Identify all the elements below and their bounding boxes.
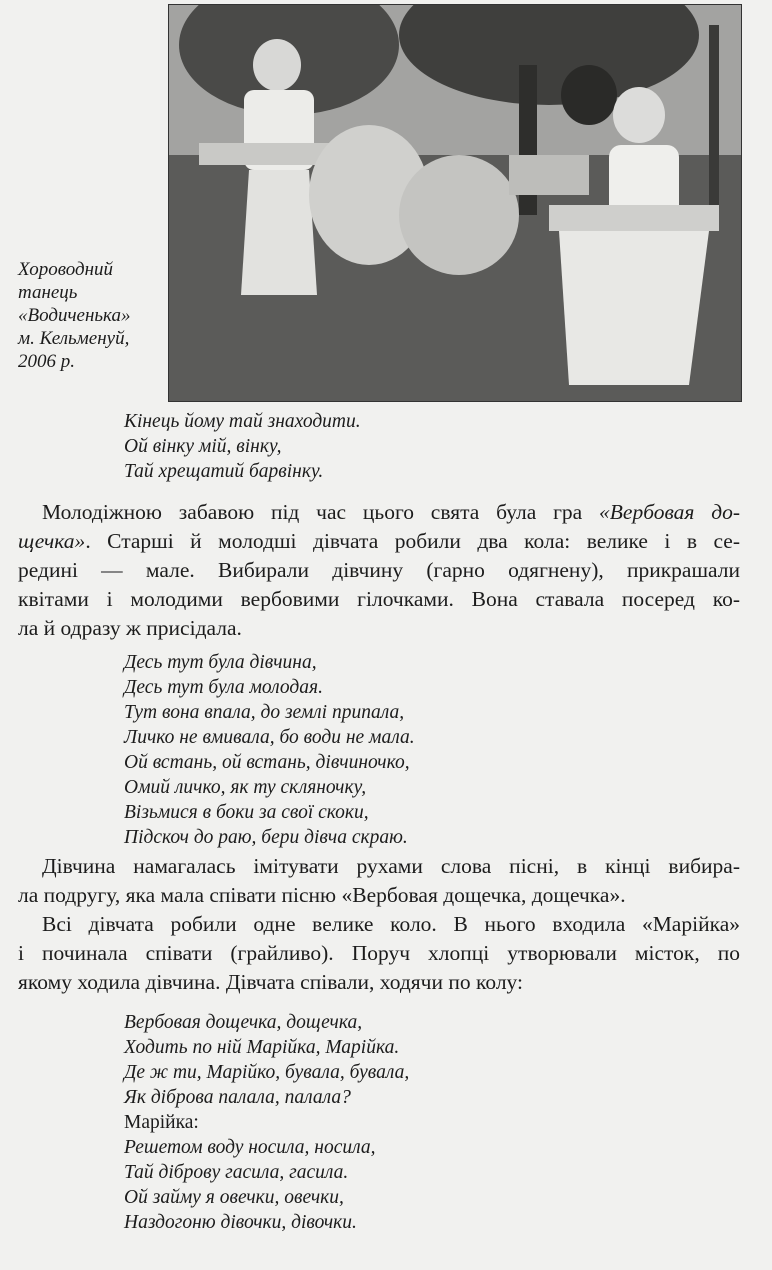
paragraph-2 [18,852,740,910]
para-line [18,498,740,527]
para-line: Дівчина намагалась імітувати рухами слова пісні, в кінці вибира- [42,854,740,878]
photo-caption [18,258,163,373]
photo-round-dance [168,4,742,402]
text-run: Молодіжною забавою під час цього свята була гра [42,500,600,524]
verse-line: Решетом воду носила, носила, [124,1137,376,1158]
paragraph-3 [18,910,740,997]
para-line: якому ходила дівчина. Дівчата співали, ходячи по колу: [18,970,523,994]
verse-line: Омий личко, як ту скляночку, [124,777,367,798]
paragraph-1 [18,498,740,643]
verse-line: Як діброва палала, палала? [124,1087,351,1108]
para-line: редині — мале. Вибирали дівчину (гарно одягнену), прикрашали [18,558,740,582]
verse-line: Ой встань, ой встань, дівчиночко, [124,752,410,773]
verse-1 [124,409,361,484]
verse-line: Ой вінку мій, вінку, [124,436,282,457]
verse-line: Підскоч до раю, бери дівча скраю. [124,827,408,848]
verse-line: Кінець йому тай знаходити. [124,411,361,432]
verse-line: Тут вона впала, до землі припала, [124,702,405,723]
verse-line: Вербовая дощечка, дощечка, [124,1012,363,1033]
caption-line: м. Кельменуй, [18,328,130,349]
para-line [18,527,740,556]
verse-line: Де ж ти, Марійко, бувала, бувала, [124,1062,410,1083]
game-title: щечка» [18,529,86,553]
caption-line: танець [18,282,78,303]
verse-line: Ой займу я овечки, овечки, [124,1187,344,1208]
para-line: Всі дівчата робили одне велике коло. В нього входила «Марійка» [42,912,740,936]
para-line: ла й одразу ж присідала. [18,616,242,640]
photo-image [169,5,741,401]
verse-line: Тай діброву гасила, гасила. [124,1162,349,1183]
verse-4 [124,1110,376,1235]
verse-3 [124,1010,409,1110]
caption-line: 2006 р. [18,351,75,372]
para-line: ла подругу, яка мала співати пісню «Вербовая дощечка, дощечка». [18,883,626,907]
verse-line: Личко не вмивала, бо води не мала. [124,727,415,748]
para-line: і починала співати (грайливо). Поруч хлопці утворювали місток, по [18,941,740,965]
verse-line: Десь тут була дівчина, [124,652,317,673]
verse-line: Десь тут була молодая. [124,677,323,698]
caption-line: Хороводний [18,259,114,280]
verse-2 [124,650,415,850]
caption-line: «Водиченька» [18,305,131,326]
verse-line: Ходить по ній Марійка, Марійка. [124,1037,400,1058]
speaker-label: Марійка: [124,1112,199,1133]
para-line: квітами і молодими вербовими гілочками. Вона ставала посеред ко- [18,587,740,611]
game-title: «Вербовая до- [599,500,741,524]
text-run: . Старші й молодші дівчата робили два кола: велике і в се- [85,529,740,553]
verse-line: Тай хрещатий барвінку. [124,461,324,482]
verse-line: Візьмися в боки за свої скоки, [124,802,369,823]
verse-line: Наздогоню дівочки, дівочки. [124,1212,357,1233]
